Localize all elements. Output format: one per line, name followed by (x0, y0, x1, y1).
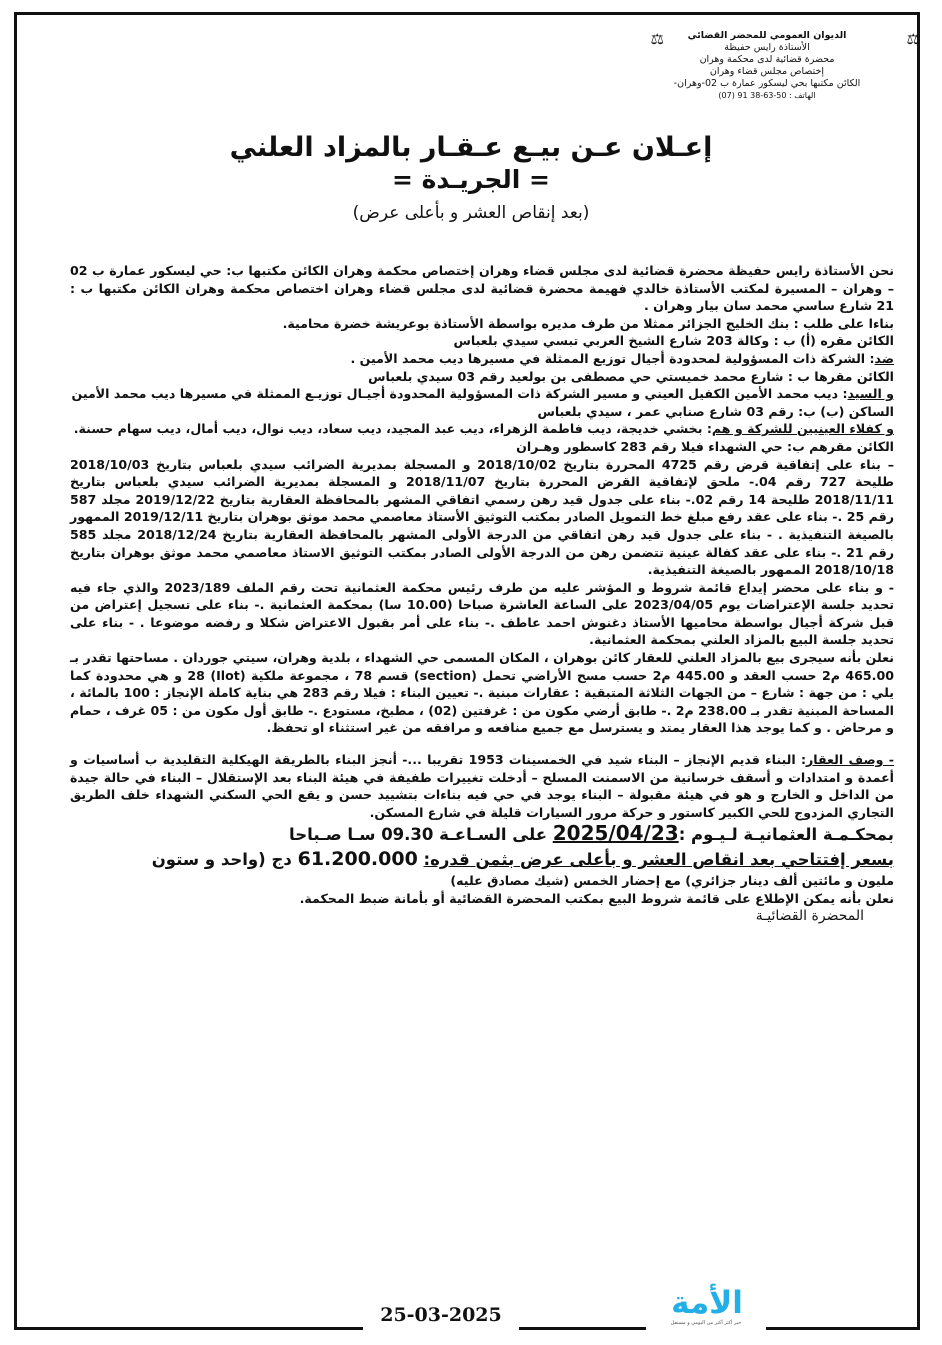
header-line: الديوان العمومي للمحضر القضائي (687, 30, 847, 41)
plaintiff-paragraph: بناءا على طلب : بنك الخليج الجزائر ممثلا من طرف مديره بواسطة الأستاذة بوعريشة خضرة محامية. (282, 315, 894, 331)
defendant-text: : الشركة ذات المسؤولية لمحدودة أجيال توزيع الممثلة في مسيرها ديب محمد الأمين . (350, 350, 875, 366)
header-line: الكائن مكتبها بحي ليسكور عمارة ب 02-وهران- (673, 78, 861, 89)
announcement-subtitle: (بعد إنقاص العشر و بأعلى عرض) (352, 203, 590, 223)
auction-price-line (70, 847, 894, 872)
logo-tagline: خبر أكثر أكثر من اليومي و مستقل (670, 1320, 742, 1326)
defendant-label: ضد (874, 350, 894, 366)
procedure-paragraph: - و بناء على محضر إيداع قائمة شروط و المؤشر عليه من طرف رئيس محكمة العثمانية تحت رقم الملف 2023/189 والذي جاء فيه تحديد جلسة الإعتراضات يوم 2023/04/05 على الساعة العاشرة صباحا (10.00 سا) بمحكمة العثمانية .- بناء على تسجيل إعتراض من قبل شركة أجيال بواسطة محاميها الأستاذ دغنوش احمد عاطف .- بناء على أمر بقبول الاعتراض شكلا و رفضه موضوعا . - بناء على تحديد جلسة البيع بالمزاد العلني بمحكمة العثمانية. (70, 579, 894, 648)
announcement-title: إعـلان عـن بيـع عـقـار بالمزاد العلني (229, 132, 713, 163)
legal-basis-paragraph: – بناء على إتفاقية قرض رقم 4725 المحررة بتاريخ 2018/10/02 و المسجلة بمديرية الضرائب سيدي بلعباس بتاريخ 2018/10/03 طليحة 727 رقم 04.- ملحق لإتفاقية القرض المحررة بتاريخ 2018/11/07 و المسجلة بمديرية الضرائب سيدي بلعباس بتاريخ 2018/11/11 طليحة 14 رقم 02.- بناء على جدول قيد رهن رسمي اتفاقي المشهر بالمحافظة العقارية بتاريخ 2019/12/22 مجلد 587 رقم 25 .- بناء على عقد رفع مبلغ خط التمويل الصادر بمكتب التوثيق الأستاذ معاصمي محمد موثق بوهران بتاريخ 2019/12/11 الممهور بالصيغة التنفيذية . - بناء على جدول قيد رهن اتفاقي من الدرجة الأولى المشهر بالمحافظة العقارية بتاريخ 2018/12/24 مجلد 585 رقم 21 .- بناء على عقد كفالة عينية تتضمن رهن من الدرجة الأولى الصادر بمكتب التوثيق الاستاذ معاصمي محمد موثق بوهران بتاريخ 2018/10/18 الممهور بالصيغة التنفيذية. (70, 456, 895, 578)
scales-of-justice-icon: ⚖ (650, 30, 664, 48)
co-guarantors-label: و كفلاء العينيين للشركة و هم (711, 421, 894, 437)
bailiff-office-header (622, 30, 912, 102)
guarantor-text: : ديب محمد الأمين الكفيل العيني و مسير الشركة ذات المسؤولية المحدودة أجيـال توزيـع الممثلة في مسيرها ديب محمد الأمين (71, 386, 848, 402)
header-line: الأستاذة رايس حفيظة (724, 42, 810, 53)
auction-court: بمحكـمـة العثمانيـة لـيـوم : (678, 825, 894, 845)
header-line: الهاتف : 50-63-38 91 (07) (718, 91, 816, 100)
defendant-address: الكائن مقرها ب : شارع محمد خميستي حي مصطفى بن بولعيد رقم 03 سيدي بلعباس (368, 368, 894, 384)
price-words-continued: مليون و مائتين ألف دينار جزائري) مع إحضار الخمس (شيك مصادق عليه) (450, 873, 894, 889)
building-description-label: - وصف العقار (805, 752, 894, 768)
consultation-notice: نعلن بأنه يمكن الإطلاع على قائمة شروط البيع بمكتب المحضرة القضائية أو بأمانة ضبط المحكمة. (299, 891, 894, 906)
auction-date: 2025/04/23 (552, 821, 679, 846)
bailiff-paragraph: نحن الأستاذة رايس حفيظة محضرة قضائية لدى مجلس قضاء وهران إختصاص محكمة وهران الكائن مكتبها ب: حي ليسكور عمارة ب 02 – وهران – المسيرة لمكتب الأستاذة خالدي فهيمة محضرة قضائية لدى مجلس قضاء وهران اختصاص محكمة وهران الكائن مكتبها ب : 21 شارع ساسي محمد سان بيار وهران . (70, 263, 894, 314)
guarantor-label: و السيد (847, 386, 894, 402)
header-line: إختصاص مجلس قضاء وهران (709, 66, 825, 77)
logo-word: الأمة (671, 1285, 743, 1321)
opening-price: 61.200.000 (297, 848, 418, 871)
plaintiff-address: الكائن مقره (أ) ب : وكالة 203 شارع الشيخ العربي تبسي سيدي بلعباس (453, 333, 894, 349)
property-description: نعلن بأنه سيجرى بيع بالمزاد العلني للعقار كائن بوهران ، المكان المسمى حي الشهداء ، بلدية وهران، سيتي جوردان . مساحتها تقدر بـ 465.00 م2 حسب العقد و 445.00 م2 حسب مسح الأراضي تحمل (section) قسم 78 ، مجموعة ملكية (Ilot) 28 و هي محدودة كما يلي : من جهة : شارع – من الجهات الثلاثة المتبقية : عقارات مبنية .- تعيين البناء : فيلا رقم 283 هي بناية كاملة الإنجاز : 100 بالمائة ، المساحة المبنية تقدر بـ 238.00 م2 .- طابق أرضي مكون من : غرفتين (02) ، مطبخ، مستودع .- طابق أول مكون من : 05 غرف ، حمام و مرحاض . و كما يوجد هذا العقار يمتد و يسترسل مع جميع منافعه و مرافقه من غير استثناء او تحفظ. (70, 650, 894, 736)
co-guarantors-text: : بخشي خديجة، ديب فاطمة الزهراء، ديب عبد المجيد، ديب سعاد، ديب نوال، ديب أمال، ديب سهام حسنة. (73, 421, 712, 437)
price-label: بسعر إفتتاحي بعد انقاص العشر و بأعلى عرض بثمن قدره: (423, 850, 894, 870)
scales-of-justice-icon: ⚖ (906, 30, 920, 48)
guarantor-paragraph (70, 385, 894, 403)
defendant-paragraph (70, 350, 894, 368)
publication-date: 25-03-2025 (363, 1300, 519, 1330)
newspaper-label: = الجريـدة = (392, 165, 550, 194)
guarantor-address: الساكن (ب) ب: رقم 03 شارع صنابي عمر ، سيدي بلعباس (537, 403, 894, 419)
price-words: دج (واحد و ستون (151, 850, 292, 870)
newspaper-logo (646, 1286, 766, 1330)
co-guarantors-address: الكائن مقرهم ب: حي الشهداء فيلا رقم 283 كاسطور وهـران (516, 438, 894, 454)
announcement-body (70, 262, 894, 925)
auction-time: على السـاعـة 09.30 سـا صـباحا (289, 825, 547, 845)
building-description (70, 751, 894, 821)
header-line: محضرة قضائية لدى محكمة وهران (699, 54, 835, 65)
co-guarantors-paragraph (70, 420, 894, 438)
auction-date-line (70, 821, 894, 847)
signature: المحضرة القضائيـة (755, 907, 864, 924)
building-description-text: : البناء قديم الإنجاز – البناء شيد في الخمسينات 1953 تقريبا ...- أنجز البناء بالطريقة الهيكلية التقليدية ب أساسيات و أعمدة و امتدادات و أسقف خرسانية من الاسمنت المسلح – أدخلت تغييرات طفيفة في هيئة البناء بعد الإستقلال – البناء في حالة جيدة من الداخل و الخارج و هو في هيئة مقبولة – البناء يوجد في حي فيه بناءات بتشييد حسن و يقع الحي السكني الشهداء خلف الطريق التجاري المزدوج للحي الكبير كاستور و حركة مرور السيارات قليلة في شارع المسكن. (70, 752, 894, 820)
